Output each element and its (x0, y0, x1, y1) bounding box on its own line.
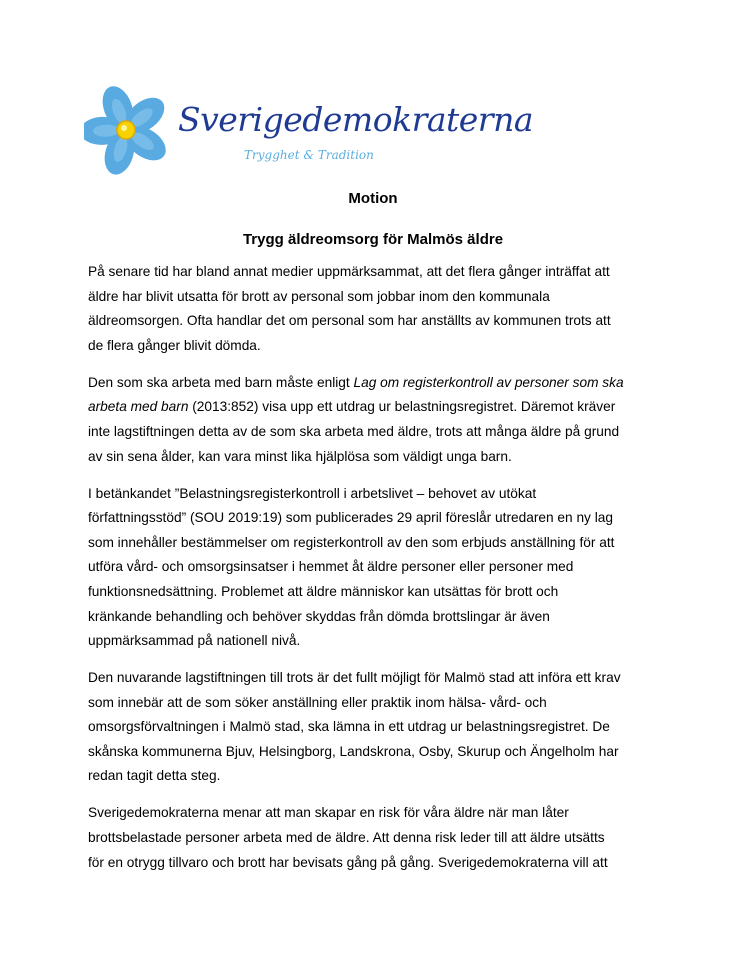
paragraph-5 (88, 801, 668, 875)
paragraph-3 (88, 482, 668, 654)
text-line: av sin sena ålder, kan vara minst lika hjälplösa som väldigt unga barn. (88, 448, 512, 464)
document-type: Motion (348, 190, 398, 207)
text-line: som innehåller bestämmelser om registerkontroll av den som erbjuds anställning för att (88, 534, 615, 550)
paragraph-2 (88, 371, 668, 469)
text-run: Den som ska arbeta med barn måste enligt (88, 374, 354, 390)
text-line: På senare tid har bland annat medier uppmärksammat, att det flera gånger inträffat att (88, 264, 610, 279)
text-line: kränkande behandling och behöver skyddas från dömda brottslingar är även (88, 608, 550, 624)
text-line: för en otrygg tillvaro och brott har bevisats gång på gång. Sverigedemokraterna vill att (88, 854, 608, 870)
text-line: inte lagstiftningen detta av de som ska arbeta med äldre, trots att många äldre på grund (88, 423, 620, 439)
text-line: funktionsnedsättning. Problemet att äldre människor kan utsättas för brott och (88, 583, 559, 599)
text-line: de flera gånger blivit dömda. (88, 337, 261, 353)
text-line: författningsstöd” (SOU 2019:19) som publicerades 29 april föreslår utredaren en ny lag (88, 510, 613, 526)
document-body (88, 260, 668, 888)
logo-tagline: Trygghet & Tradition (244, 148, 374, 162)
logo-wordmark: Sverigedemokraterna (178, 100, 534, 139)
document-title: Trygg äldreomsorg för Malmös äldre (242, 231, 504, 248)
text-line: uppmärksammad på nationell nivå. (88, 633, 301, 649)
text-line (88, 395, 668, 420)
text-line: äldre har blivit utsatta för brott av personal som jobbar inom den kommunala (88, 288, 550, 304)
text-line (88, 371, 668, 396)
text-line: Sverigedemokraterna menar att man skapar en risk för våra äldre när man låter (88, 805, 569, 821)
text-line: skånska kommunerna Bjuv, Helsingborg, Landskrona, Osby, Skurup och Ängelholm har (88, 743, 619, 759)
text-line: Den nuvarande lagstiftningen till trots är det fullt möjligt för Malmö stad att införa ett krav (88, 670, 621, 686)
party-logo (84, 78, 534, 178)
flower-icon (84, 78, 180, 178)
text-line: äldreomsorgen. Ofta handlar det om personal som har anställts av kommunen trots att (88, 313, 611, 329)
law-title-part-2: arbeta med barn (88, 399, 189, 415)
text-line: redan tagit detta steg. (88, 768, 221, 784)
law-title-part-1: Lag om registerkontroll av personer som ska (353, 374, 624, 390)
text-line: I betänkandet ”Belastningsregisterkontroll i arbetslivet – behovet av utökat (88, 485, 537, 501)
text-line: utföra vård- och omsorgsinsatser i hemmet åt äldre personer eller personer med (88, 559, 574, 575)
text-line: brottsbelastade personer arbeta med de äldre. Att denna risk leder till att äldre utsätts (88, 830, 605, 846)
text-line: som innebär att de som söker anställning eller praktik inom hälsa- vård- och (88, 694, 547, 710)
paragraph-4 (88, 666, 668, 789)
text-line: omsorgsförvaltningen i Malmö stad, ska lämna in ett utdrag ur belastningsregistret. De (88, 719, 610, 735)
text-run: (2013:852) visa upp ett utdrag ur belastningsregistret. Däremot kräver (188, 399, 616, 415)
paragraph-1 (88, 260, 668, 358)
